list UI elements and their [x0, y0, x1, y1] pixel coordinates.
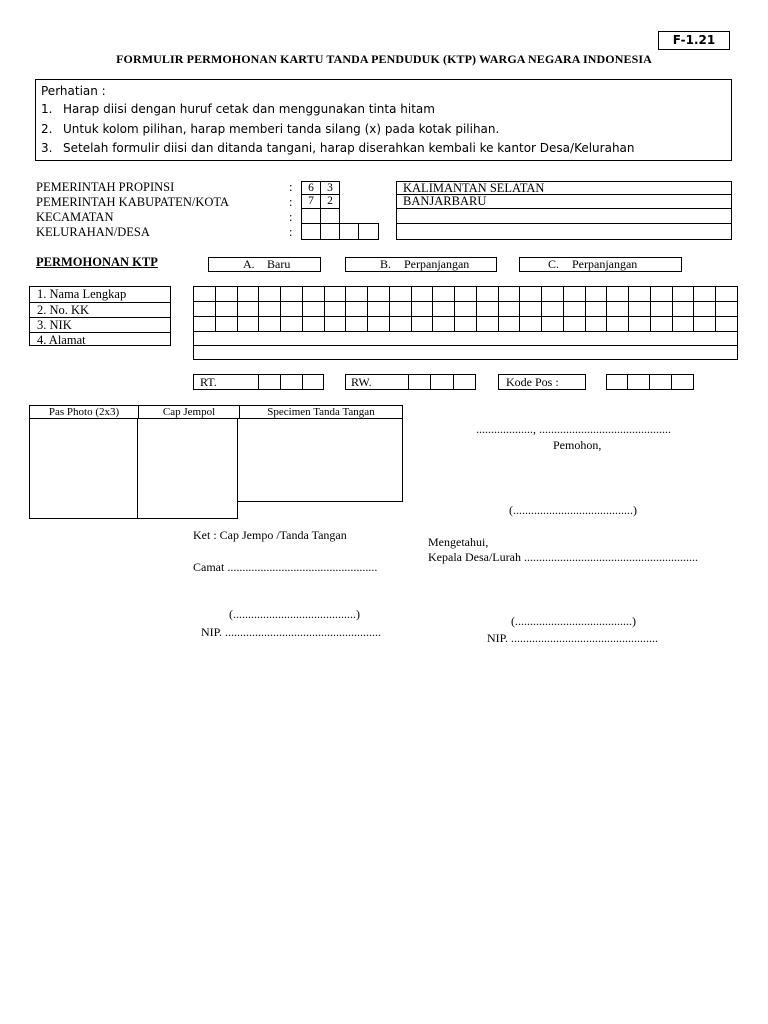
form-code: F-1.21 [658, 31, 730, 50]
char-cell[interactable] [302, 302, 324, 317]
char-cell[interactable] [281, 317, 303, 332]
char-cell[interactable] [389, 302, 411, 317]
photo-header: Pas Photo (2x3) [30, 406, 139, 418]
no-kk-grid-row [194, 302, 738, 317]
address-line-2[interactable] [193, 345, 738, 360]
address-line-1[interactable] [193, 331, 738, 346]
postal-digits [606, 374, 694, 390]
kelurahan-code-digit[interactable] [320, 223, 340, 240]
thumbprint-box[interactable] [137, 418, 238, 519]
char-cell[interactable] [237, 302, 259, 317]
label-kecamatan: KECAMATAN [36, 210, 114, 224]
rt-digit-box[interactable] [281, 374, 303, 390]
option-text: Perpanjangan [572, 257, 638, 271]
char-cell[interactable] [215, 302, 237, 317]
kepala-desa-name-line: (.......................................) [511, 614, 636, 628]
personal-labels-box [29, 286, 171, 346]
propinsi-code-digit[interactable]: 6 [301, 181, 321, 195]
postal-digit-box[interactable] [628, 374, 650, 390]
char-cell[interactable] [694, 317, 716, 332]
option-perpanjangan-c[interactable] [519, 257, 682, 272]
char-cell[interactable] [607, 317, 629, 332]
rw-digit-box[interactable] [409, 374, 431, 390]
label-alamat: 4. Alamat [37, 333, 86, 347]
notice-item-3: 3. Setelah formulir diisi dan ditanda tangani, harap diserahkan kembali ke kantor Desa/Kelurahan [41, 141, 635, 155]
char-cell[interactable] [455, 287, 477, 302]
char-cell[interactable] [411, 317, 433, 332]
camat-line: Camat .................................................. [193, 560, 378, 574]
char-cell[interactable] [563, 317, 585, 332]
char-cell[interactable] [389, 317, 411, 332]
option-text: Baru [267, 257, 291, 271]
char-cell[interactable] [389, 287, 411, 302]
label-kelurahan: KELURAHAN/DESA [36, 225, 150, 239]
char-cell[interactable] [259, 287, 281, 302]
char-cell[interactable] [520, 317, 542, 332]
applicant-label: Pemohon, [553, 438, 602, 452]
rw-label: RW. [345, 374, 409, 390]
option-text: Perpanjangan [404, 257, 470, 271]
notice-item-1: 1. Harap diisi dengan huruf cetak dan menggunakan tinta hitam [41, 102, 435, 116]
char-cell[interactable] [237, 317, 259, 332]
char-cell[interactable] [629, 287, 651, 302]
char-cell[interactable] [215, 287, 237, 302]
notice-item-2: 2. Untuk kolom pilihan, harap memberi tanda silang (x) pada kotak pilihan. [41, 121, 500, 136]
char-cell[interactable] [324, 302, 346, 317]
char-cell[interactable] [629, 317, 651, 332]
kecamatan-code-digit[interactable] [320, 208, 340, 224]
thumb-header: Cap Jempol [139, 406, 240, 418]
char-cell[interactable] [650, 302, 672, 317]
label-nama-lengkap: 1. Nama Lengkap [30, 287, 170, 303]
char-cell[interactable] [455, 317, 477, 332]
label-kabupaten: PEMERINTAH KABUPATEN/KOTA [36, 195, 230, 209]
char-cell[interactable] [542, 287, 564, 302]
char-cell[interactable] [716, 302, 738, 317]
ket-note: Ket : Cap Jempo /Tanda Tangan [193, 528, 347, 542]
rt-group [193, 374, 324, 390]
char-cell[interactable] [672, 302, 694, 317]
kelurahan-code-digit[interactable] [358, 223, 379, 240]
char-cell[interactable] [346, 317, 368, 332]
char-cell[interactable] [368, 287, 390, 302]
rt-digit-box[interactable] [259, 374, 281, 390]
char-cell[interactable] [563, 302, 585, 317]
char-cell[interactable] [672, 287, 694, 302]
notice-box [35, 79, 732, 161]
camat-nip-line: NIP. .................................................... [201, 625, 382, 639]
camat-name-line: (.........................................) [229, 607, 360, 621]
rt-label: RT. [193, 374, 259, 390]
char-cell[interactable] [194, 287, 216, 302]
char-cell[interactable] [694, 287, 716, 302]
char-cell[interactable] [346, 287, 368, 302]
mengetahui-label: Mengetahui, [428, 535, 489, 549]
identity-box-header [29, 405, 403, 419]
char-cell[interactable] [281, 287, 303, 302]
option-perpanjangan-b[interactable] [345, 257, 497, 272]
char-cell[interactable] [237, 287, 259, 302]
photo-box[interactable] [29, 418, 138, 519]
signature-specimen-box[interactable] [237, 418, 403, 502]
char-cell[interactable] [476, 317, 498, 332]
char-cell[interactable] [476, 287, 498, 302]
char-cell[interactable] [302, 287, 324, 302]
option-baru[interactable] [208, 257, 321, 272]
char-cell[interactable] [498, 302, 520, 317]
postal-digit-box[interactable] [672, 374, 694, 390]
char-cell[interactable] [368, 302, 390, 317]
specimen-header: Specimen Tanda Tangan [267, 406, 375, 418]
char-cell[interactable] [585, 302, 607, 317]
char-cell[interactable] [563, 287, 585, 302]
propinsi-code-digit[interactable]: 3 [320, 181, 340, 195]
label-no-kk: 2. No. KK [30, 303, 170, 319]
kelurahan-name-field[interactable] [396, 223, 732, 240]
char-cell[interactable] [411, 287, 433, 302]
char-cell[interactable] [302, 317, 324, 332]
char-cell[interactable] [346, 302, 368, 317]
char-cell[interactable] [650, 317, 672, 332]
char-cell[interactable] [324, 287, 346, 302]
label-propinsi: PEMERINTAH PROPINSI [36, 180, 175, 194]
char-cell[interactable] [433, 302, 455, 317]
char-cell[interactable] [629, 302, 651, 317]
option-letter: C. [548, 257, 560, 271]
char-cell[interactable] [607, 287, 629, 302]
rt-digit-box[interactable] [303, 374, 324, 390]
char-cell[interactable] [672, 317, 694, 332]
propinsi-name-field[interactable]: KALIMANTAN SELATAN [396, 181, 732, 195]
applicant-name-line: (........................................) [509, 503, 637, 517]
postal-label: Kode Pos : [498, 374, 586, 390]
char-cell[interactable] [259, 317, 281, 332]
kepala-desa-line: Kepala Desa/Lurah .......................................................... [428, 550, 698, 564]
char-cell[interactable] [476, 302, 498, 317]
place-date-line: ..................., ............................................ [476, 422, 671, 436]
notice-header: Perhatian : [41, 84, 106, 98]
char-cell[interactable] [716, 317, 738, 332]
char-cell[interactable] [411, 302, 433, 317]
char-cell[interactable] [716, 287, 738, 302]
char-cell[interactable] [585, 317, 607, 332]
char-cell[interactable] [498, 287, 520, 302]
colon: : [289, 195, 293, 209]
char-cell[interactable] [433, 287, 455, 302]
kabupaten-code-digit[interactable]: 2 [320, 194, 340, 209]
char-cell[interactable] [324, 317, 346, 332]
char-cell[interactable] [694, 302, 716, 317]
char-cell[interactable] [520, 287, 542, 302]
char-cell[interactable] [433, 317, 455, 332]
char-cell[interactable] [368, 317, 390, 332]
char-cell[interactable] [194, 302, 216, 317]
postal-digit-box[interactable] [650, 374, 672, 390]
kecamatan-code-digit[interactable] [301, 208, 321, 224]
char-cell[interactable] [259, 302, 281, 317]
character-grid [193, 286, 738, 332]
postal-digit-box[interactable] [606, 374, 628, 390]
option-letter: A. [243, 257, 255, 271]
nama-lengkap-grid-row [194, 287, 738, 302]
rw-digit-box[interactable] [454, 374, 476, 390]
char-cell[interactable] [520, 302, 542, 317]
rw-digit-box[interactable] [431, 374, 454, 390]
colon: : [289, 225, 293, 239]
char-cell[interactable] [542, 317, 564, 332]
form-title: FORMULIR PERMOHONAN KARTU TANDA PENDUDUK (KTP) WARGA NEGARA INDONESIA [116, 52, 652, 66]
kecamatan-name-field[interactable] [396, 208, 732, 224]
char-cell[interactable] [585, 287, 607, 302]
permohonan-label: PERMOHONAN KTP [36, 255, 158, 269]
kabupaten-name-field[interactable]: BANJARBARU [396, 194, 732, 209]
kepala-desa-nip-line: NIP. ................................................. [487, 631, 659, 645]
kelurahan-code-digit[interactable] [339, 223, 359, 240]
char-cell[interactable] [650, 287, 672, 302]
char-cell[interactable] [498, 317, 520, 332]
char-cell[interactable] [607, 302, 629, 317]
char-cell[interactable] [194, 317, 216, 332]
kabupaten-code-digit[interactable]: 7 [301, 194, 321, 209]
kelurahan-code-digit[interactable] [301, 223, 321, 240]
char-cell[interactable] [455, 302, 477, 317]
label-nik: 3. NIK [30, 318, 170, 333]
char-cell[interactable] [281, 302, 303, 317]
char-cell[interactable] [215, 317, 237, 332]
nik-grid-row [194, 317, 738, 332]
char-cell[interactable] [542, 302, 564, 317]
colon: : [289, 210, 293, 224]
colon: : [289, 180, 293, 194]
option-letter: B. [380, 257, 392, 271]
rw-group [345, 374, 476, 390]
